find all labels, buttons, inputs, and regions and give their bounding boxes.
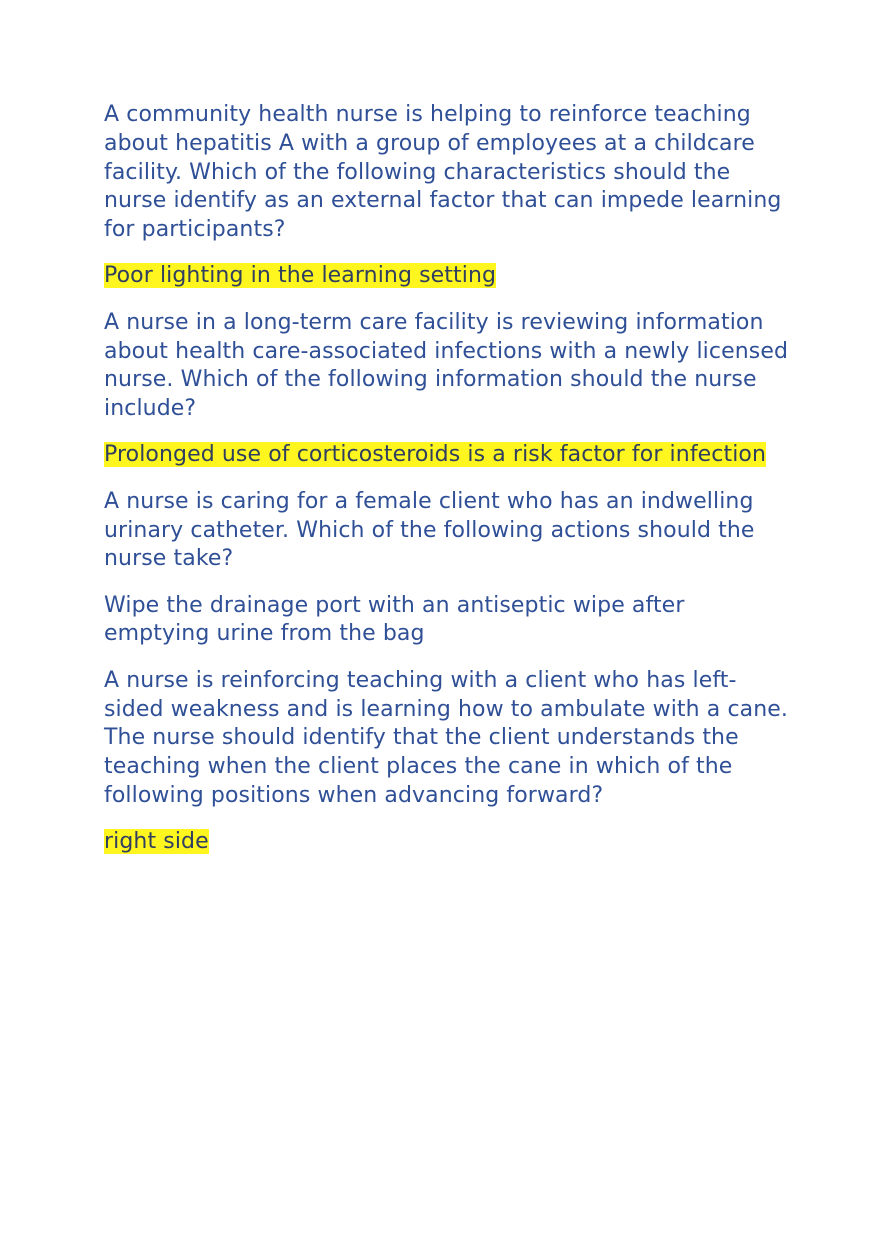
question-2 xyxy=(104,309,794,424)
answer-3 xyxy=(104,592,794,650)
answer-2-highlighted-text: Prolonged use of corticosteroids is a risk factor for infection xyxy=(104,442,767,468)
answer-4 xyxy=(104,828,794,857)
question-3 xyxy=(104,488,794,574)
question-1-text: A community health nurse is helping to reinforce teaching about hepatitis A with a group of employees at a childcare facility. Which of the following characteristics should the nurse identify as an external factor that can impede learning for participants? xyxy=(104,102,782,243)
document-body xyxy=(104,101,794,875)
answer-1 xyxy=(104,262,794,291)
question-2-text: A nurse in a long-term care facility is reviewing information about health care-associated infections with a newly licensed nurse. Which of the following information should the nurse include? xyxy=(104,309,789,422)
answer-3-text: Wipe the drainage port with an antiseptic wipe after emptying urine from the bag xyxy=(104,592,685,647)
answer-4-highlighted-text: right side xyxy=(104,829,209,855)
question-1 xyxy=(104,101,794,245)
question-4-text: A nurse is reinforcing teaching with a client who has left-sided weakness and is learning how to ambulate with a cane. The nurse should identify that the client understands the teaching when the client places the cane in which of the following positions when advancing forward? xyxy=(104,667,789,808)
answer-2 xyxy=(104,441,794,470)
question-4 xyxy=(104,667,794,811)
question-3-text: A nurse is caring for a female client who has an indwelling urinary catheter. Which of the following actions should the nurse take? xyxy=(104,488,755,572)
answer-1-highlighted-text: Poor lighting in the learning setting xyxy=(104,263,497,289)
